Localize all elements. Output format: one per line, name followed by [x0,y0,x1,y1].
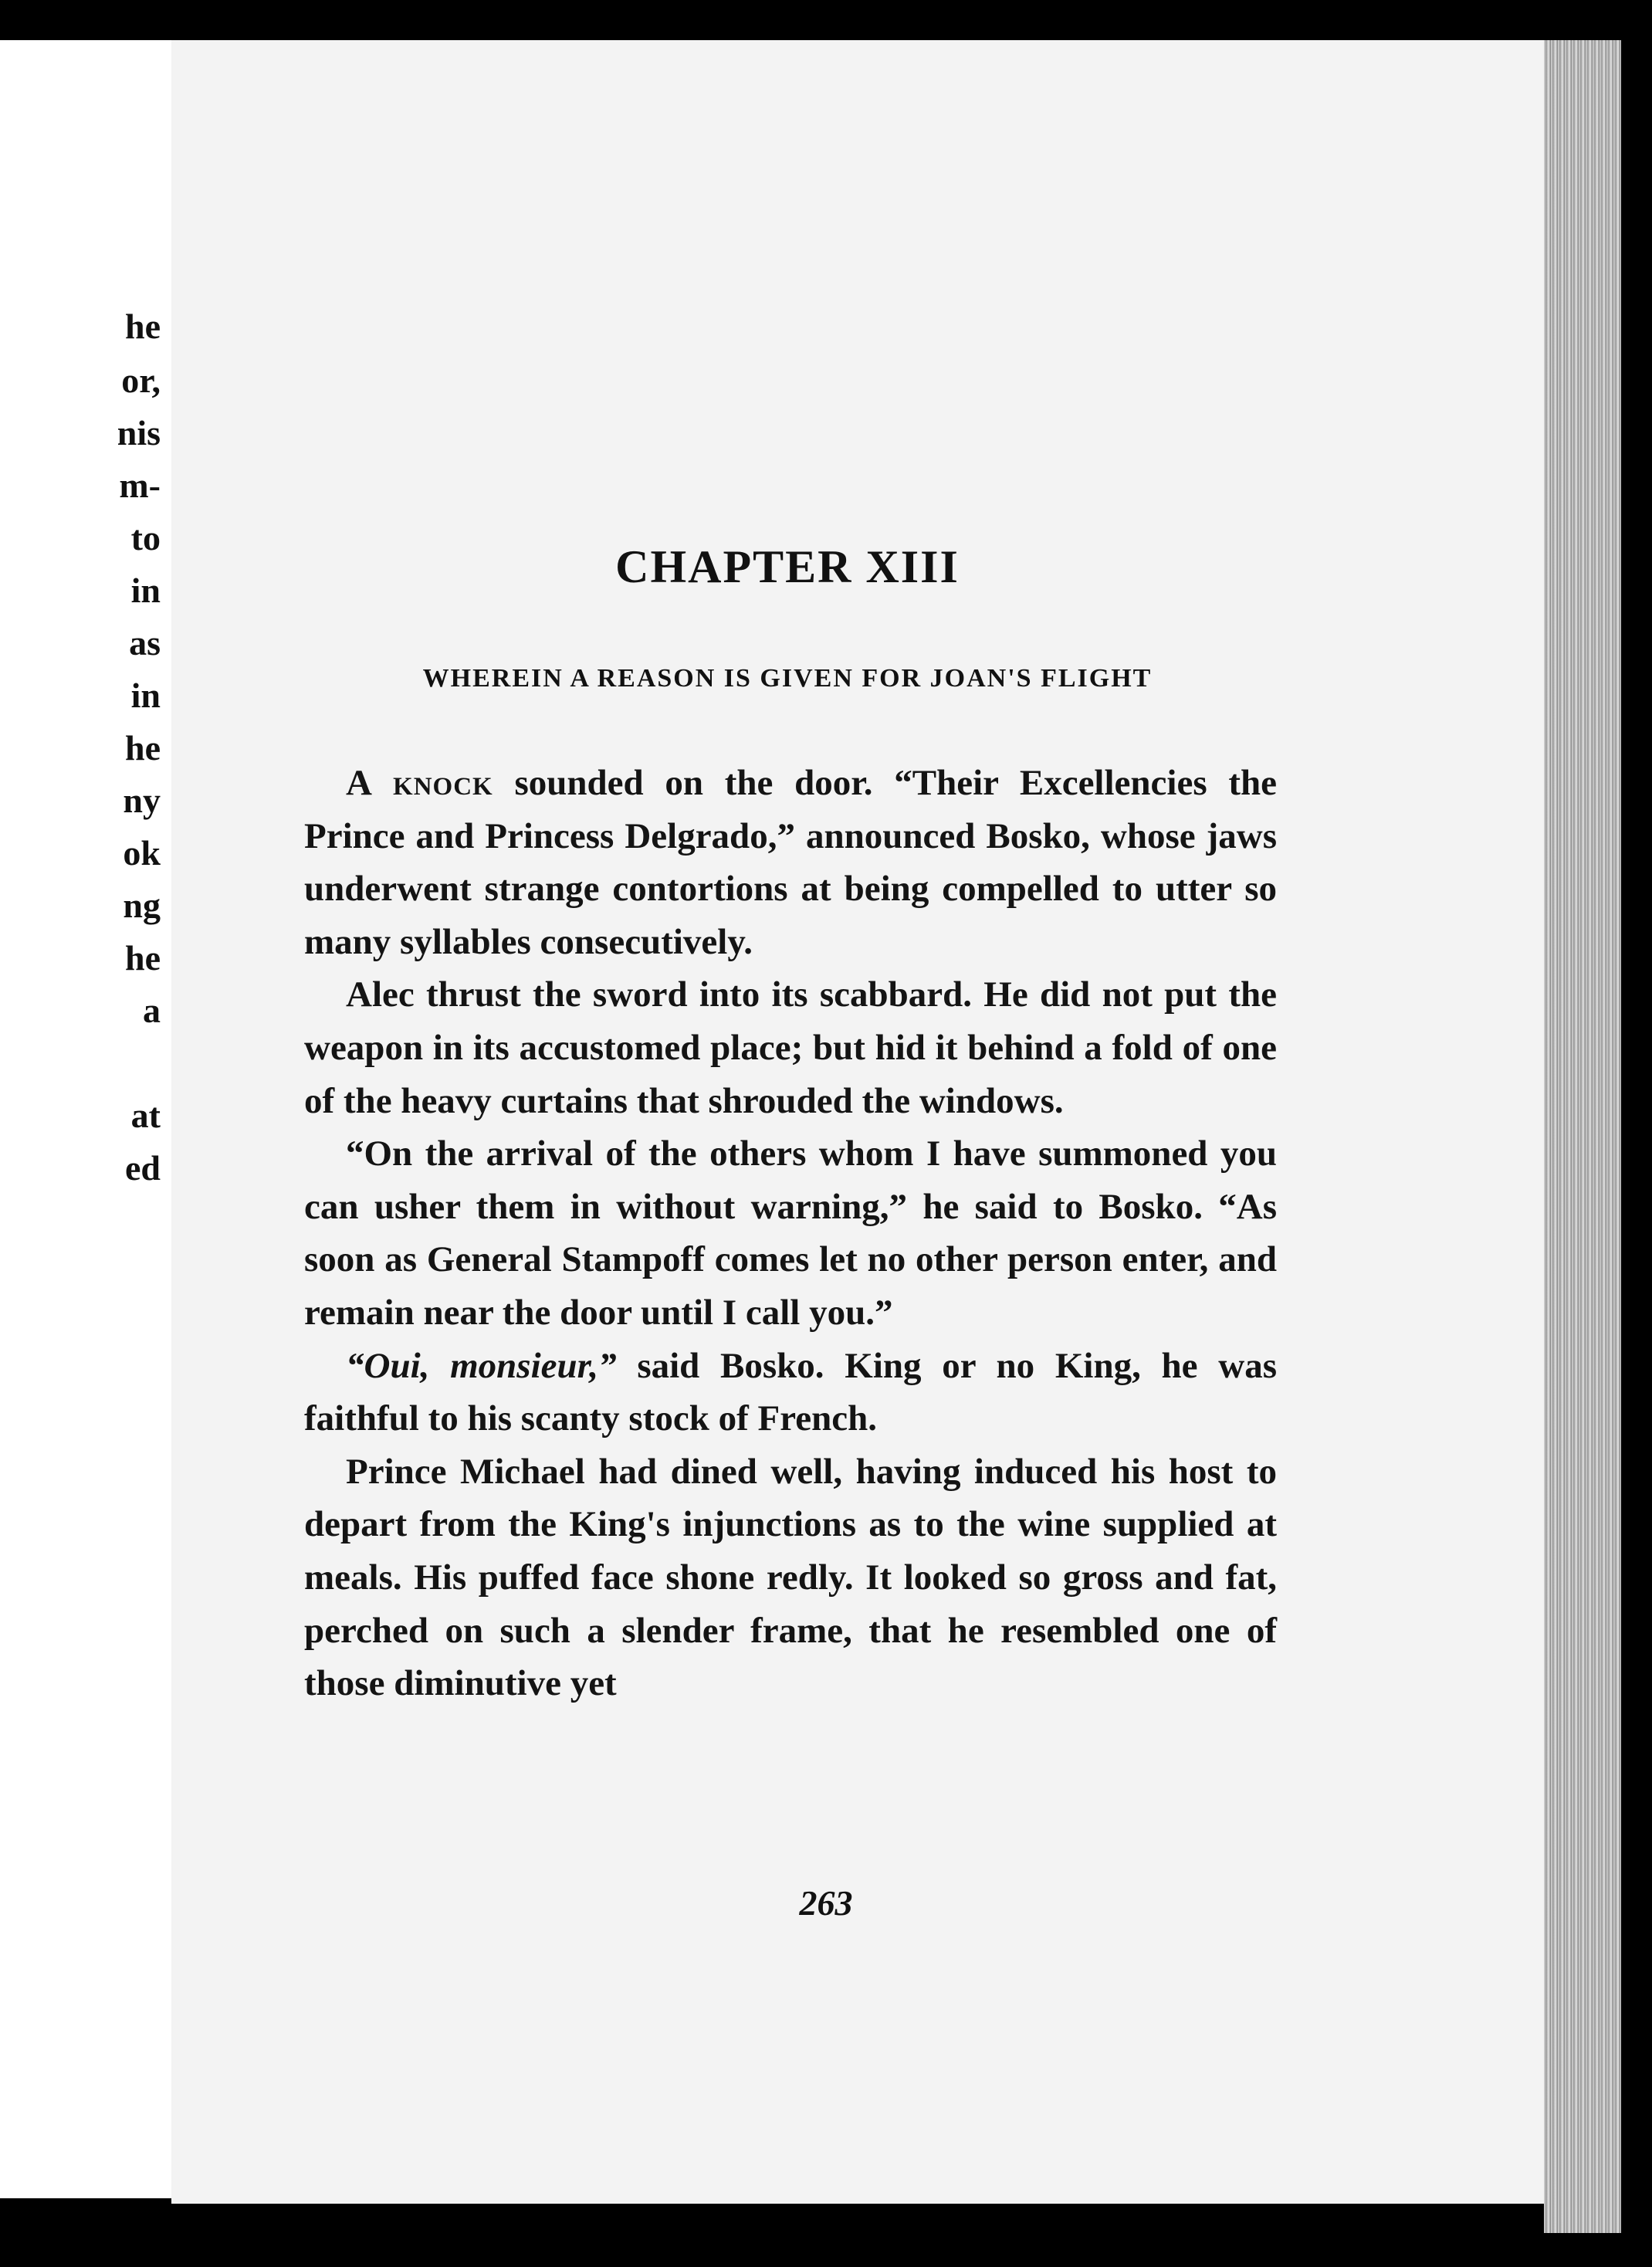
left-page-edge [0,40,176,2198]
paragraph-text: “On the arrival of the others whom I have summoned you can usher them in without warning,” he said to Bosko. “As soon as General Stampoff comes let no other person enter, and remain near the door until I call you.” [304,1134,1277,1333]
left-page-fragment: ny [123,781,161,820]
left-page-fragment: he [125,728,161,768]
paragraph [304,968,1277,1127]
left-page-fragment: he [125,938,161,978]
page-number: 263 [799,1883,853,1923]
left-page-fragment: ed [125,1148,161,1188]
paragraph-text: sounded on the door. “Their Excellencies the Prince and Princess Delgrado,” announced Bosko, whose jaws underwent strange contortions at being compelled to utter so many syllables consecutively. [304,763,1277,962]
paragraph [304,1127,1277,1339]
chapter-subtitle: WHEREIN A REASON IS GIVEN FOR JOAN'S FLIGHT [422,664,1153,693]
paragraph-text: Prince Michael had dined well, having induced his host to depart from the King's injunctions as to the wine supplied at meals. His puffed face shone redly. It looked so gross and fat, perched on such a slender frame, that he resembled one of those diminutive yet [304,1451,1277,1704]
left-page-fragment: m- [119,466,161,505]
left-page-fragment: in [130,676,161,715]
paragraph-italic: “Oui, monsieur,” [346,1345,617,1386]
left-page-fragment: or, [121,361,161,400]
left-page-fragment: ng [123,886,161,925]
left-page-fragment: ok [123,833,161,873]
left-page-fragment: in [130,571,161,610]
left-page-fragment: at [130,1096,161,1135]
paragraph-text: Alec thrust the sword into its scabbard. He did not put the weapon in its accustomed place; but hid it behind a fold of one of the heavy curtains that shrouded the windows. [304,974,1277,1121]
left-page-fragment: to [130,518,161,557]
chapter-body [304,757,1277,1710]
paragraph [304,1340,1277,1445]
paragraph-text: said Bosko. King or no King, he was faithful to his scanty stock of French. [304,1345,1277,1439]
paragraph-lead: A knock [346,763,493,803]
paragraph [304,1445,1277,1710]
left-page-fragment: nis [117,413,161,452]
left-page-fragment: a [143,991,161,1030]
left-page-fragment: as [129,623,161,662]
chapter-title: CHAPTER XIII [615,541,960,592]
left-page-fragment: he [125,307,161,346]
paragraph [304,757,1277,968]
